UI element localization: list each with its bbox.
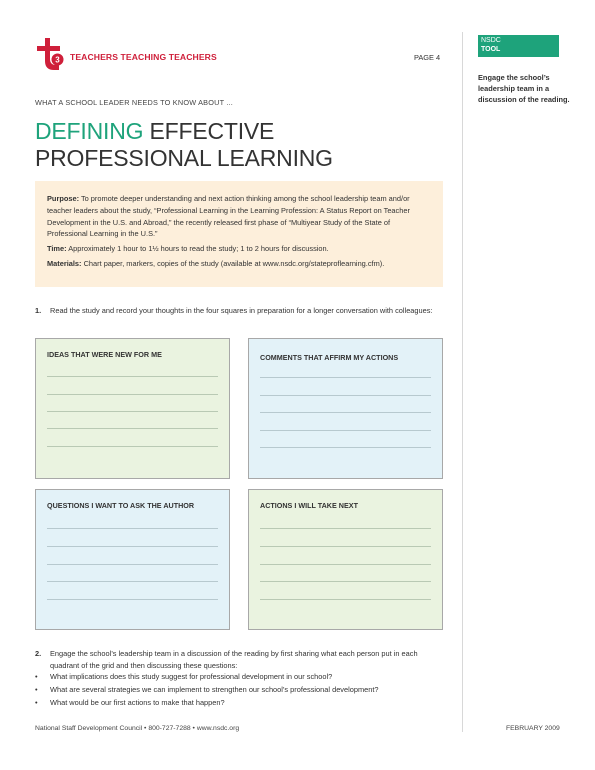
nsdc-tool-badge bbox=[478, 35, 559, 57]
step-1-text: Read the study and record your thoughts in the four squares in preparation for a longer conversation with colleagues: bbox=[50, 306, 433, 315]
writing-line bbox=[260, 430, 431, 431]
quadrant-title: QUESTIONS I WANT TO ASK THE AUTHOR bbox=[47, 501, 195, 510]
sidebar-note: Engage the school’s leadership team in a discussion of the reading. bbox=[478, 73, 570, 104]
badge-line-2: TOOL bbox=[481, 46, 501, 53]
step-2-number: 2. bbox=[35, 649, 42, 658]
brand-name: TEACHERS TEACHING TEACHERS bbox=[70, 52, 217, 62]
purpose-box bbox=[35, 181, 443, 287]
quadrant-affirm-actions[interactable] bbox=[248, 338, 443, 479]
bullet-text: What are several strategies we can implement to strengthen our school’s professional development? bbox=[50, 685, 379, 694]
quadrant-questions[interactable] bbox=[35, 489, 230, 630]
step-1-number: 1. bbox=[35, 306, 42, 315]
writing-line bbox=[47, 581, 218, 582]
writing-line bbox=[47, 446, 218, 447]
purpose-text: To promote deeper understanding and next action thinking among the school leadership team and/or teacher leaders about the study, “Professional Learning in the Learning Profession: A Status Report on Teacher Development in the U.S. and Abroad,” the recently released first phase of “Multiyear Study of the State of Professional Learning in the U.S.” bbox=[47, 194, 410, 239]
step-2 bbox=[35, 648, 445, 671]
quadrant-title: IDEAS THAT WERE NEW FOR ME bbox=[47, 350, 162, 359]
bullet-text: What implications does this study suggest for professional development in our school? bbox=[50, 672, 333, 681]
quadrant-new-ideas[interactable] bbox=[35, 338, 230, 479]
footer-contact: National Staff Development Council • 800-727-7288 • www.nsdc.org bbox=[35, 725, 240, 732]
title-rest: EFFECTIVE bbox=[143, 118, 275, 144]
purpose-label: Purpose: bbox=[47, 194, 80, 203]
writing-line bbox=[47, 394, 218, 395]
writing-line bbox=[260, 412, 431, 413]
materials-label: Materials: bbox=[47, 258, 82, 268]
step-1 bbox=[35, 305, 435, 317]
writing-line bbox=[260, 528, 431, 529]
writing-line bbox=[260, 564, 431, 565]
time-text: Approximately 1 hour to 1½ hours to read the study; 1 to 2 hours for discussion. bbox=[66, 244, 329, 254]
writing-line bbox=[47, 428, 218, 429]
badge-line-1: NSDC bbox=[481, 37, 501, 44]
page-number: PAGE 4 bbox=[414, 53, 441, 62]
footer-date: FEBRUARY 2009 bbox=[506, 725, 560, 732]
list-item: • What would be our first actions to make that happen? bbox=[35, 698, 225, 707]
sidebar-divider bbox=[462, 32, 463, 732]
kicker: WHAT A SCHOOL LEADER NEEDS TO KNOW ABOUT ... bbox=[35, 98, 234, 107]
purpose-paragraph bbox=[47, 193, 431, 240]
materials-paragraph bbox=[47, 258, 431, 270]
writing-line bbox=[260, 377, 431, 378]
writing-line bbox=[47, 411, 218, 412]
t3-logo-icon bbox=[33, 35, 71, 73]
time-label: Time: bbox=[47, 244, 67, 254]
writing-line bbox=[47, 528, 218, 529]
quadrant-title: ACTIONS I WILL TAKE NEXT bbox=[260, 501, 358, 510]
writing-line bbox=[260, 581, 431, 582]
quadrant-next-actions[interactable] bbox=[248, 489, 443, 630]
list-item: • What are several strategies we can implement to strengthen our school’s professional development? bbox=[35, 685, 379, 694]
time-paragraph bbox=[47, 243, 431, 255]
writing-line bbox=[47, 564, 218, 565]
quadrant-title: COMMENTS THAT AFFIRM MY ACTIONS bbox=[260, 353, 399, 362]
writing-line bbox=[47, 599, 218, 600]
title-line-2: PROFESSIONAL LEARNING bbox=[35, 145, 333, 171]
writing-line bbox=[260, 546, 431, 547]
title-accent: DEFINING bbox=[35, 118, 144, 144]
bullet-text: What would be our first actions to make that happen? bbox=[50, 698, 225, 707]
logo-sub: 3 bbox=[55, 55, 60, 65]
writing-line bbox=[260, 395, 431, 396]
materials-text: Chart paper, markers, copies of the study (available at www.nsdc.org/stateproflearning.cfm). bbox=[81, 258, 385, 268]
writing-line bbox=[260, 447, 431, 448]
list-item: • What implications does this study suggest for professional development in our school? bbox=[35, 672, 333, 681]
writing-line bbox=[260, 599, 431, 600]
page-title bbox=[35, 118, 333, 172]
step-2-text: Engage the school’s leadership team in a discussion of the reading by first sharing what each person put in each quadrant of the grid and then discussing these questions: bbox=[50, 649, 418, 670]
writing-line bbox=[47, 376, 218, 377]
writing-line bbox=[47, 546, 218, 547]
